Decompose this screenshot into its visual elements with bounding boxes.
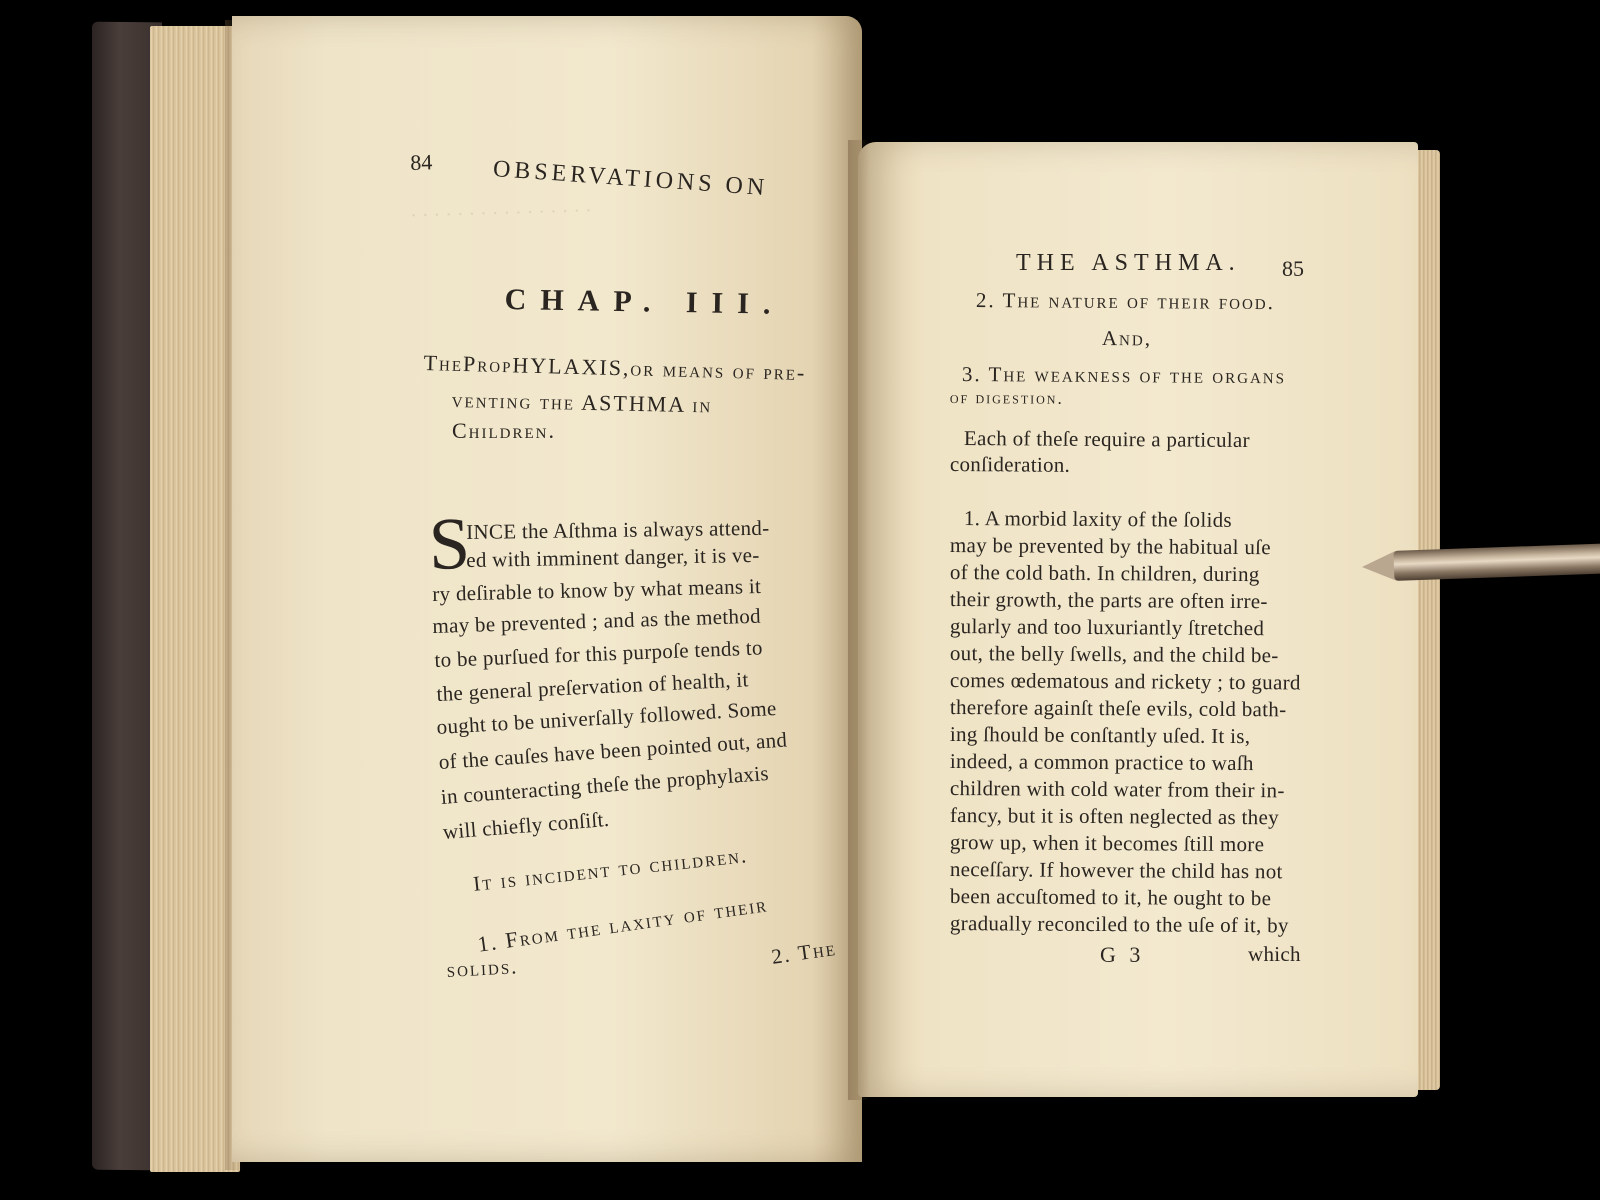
list-item-3-line-2: of digestion. [949,388,1064,408]
drop-cap: S [427,502,472,586]
right-paragraph-line: indeed, a common practice to waſh [949,749,1254,776]
right-paragraph-line: neceſſary. If however the child has not [949,857,1283,884]
right-paragraph-line: grow up, when it becomes ſtill more [949,830,1265,857]
each-line-2: conſideration. [949,452,1071,477]
left-running-head: OBSERVATIONS ON [492,156,770,202]
right-paragraph-line: may be prevented by the habitual uſe [949,533,1272,560]
and-line: And, [1101,326,1153,351]
right-paragraph-line: ing ſhould be conſtantly uſed. It is, [949,722,1251,749]
left-paragraph-line: the general preſervation of health, it [436,667,750,706]
right-paragraph-line: fancy, but it is often neglected as they [949,803,1280,830]
catchword: which [1248,942,1301,966]
list-item-3-line-1: 3. The weakness of the organs [961,362,1287,389]
left-paragraph-line: ed with imminent danger, it is ve- [466,542,760,572]
left-paragraph-line: may be prevented ; and as the method [432,603,762,638]
right-paragraph-line: their growth, the parts are often irre- [949,587,1268,614]
chapter-title-line-3: Children. [452,418,556,443]
right-paragraph-line: gradually reconciled to the uſe of it, by [949,911,1289,938]
book-gutter [848,140,870,1100]
right-page-number: 85 [1282,256,1304,281]
right-paragraph-line: been accuſtomed to it, he ought to be [949,884,1272,911]
left-paragraph-line: will chiefly conſiſt. [442,806,611,844]
right-running-head: THE ASTHMA. [1016,250,1241,276]
chapter-title-line-1: ThePropHYLAXIS,or means of pre- [423,350,807,386]
list-line-2-left: solids. [446,954,519,982]
right-paragraph-line: children with cold water from their in- [949,776,1285,803]
incident-heading: It is incident to children. [472,843,750,896]
list-item-2: 2. The nature of their food. [975,288,1276,315]
chapter-title-line-2: venting the ASTHMA in [451,387,713,418]
list-line-1: 1. From the laxity of their [476,891,770,957]
signature-mark: G 3 [1100,942,1145,967]
left-paragraph-line: ry deſirable to know by what means it [432,573,762,606]
each-line-1: Each of theſe require a particular [963,426,1250,452]
stylus-pointer-icon [1361,539,1600,588]
right-paragraph-line: of the cold bath. In children, during [949,560,1260,587]
list-line-2-right: 2. The [770,935,839,969]
left-paragraph-line: INCE the Aſthma is always attend- [466,515,770,544]
book-photo: · · · · · · · · · · · · · · · · 84 OBSERVATIONS ON CHAP. III. ThePropHYLAXIS,or means of pre- venting the ASTHMA in Children. S INCE the Aſthma is always attend- ed with imminent danger, it is ve- ry deſirable to know by what means it may be prevented ; and as the method to be purſued for this purpoſe tends to the general preſervation of health, it ought to be univerſally followed. Some of the cauſes have been pointed out, and in counteracting theſe the prophylaxis will chiefly conſiſt. It is incident to children. 1. From the laxity of their solids. 2. The THE ASTHMA. 85 2. The nature of their food. And, 3. The weakness of the organs of digestion. Each of theſe require a particular conſideration. 1. A morbid laxity of the ſolids may be prevented by the habitual uſe of the cold bath. In children, during their growth, the parts are often irre- gularly and too luxuriantly ſtretched out, the belly ſwells, and the child be- comes œdematous and rickety ; to guard therefore againſt theſe evils, cold bath- ing ſhould be conſtantly uſed. It is, indeed, a common practice to waſh children with cold water from their in- fancy, but it is often neglected as they grow up, when it becomes ſtill more neceſſary. If however the child has not been accuſtomed to it, he ought to be gradually reconciled to the uſe of it, by G 3 which [0,0,1600,1200]
right-paragraph-line: 1. A morbid laxity of the ſolids [963,506,1233,532]
left-paragraph-line: in counteracting theſe the prophylaxis [440,760,770,809]
right-paragraph-line: comes œdematous and rickety ; to guard [949,668,1301,695]
left-paragraph-line: ought to be univerſally followed. Some [436,696,778,739]
left-paragraph-line: of the cauſes have been pointed out, and [438,727,788,774]
right-paragraph-line: gularly and too luxuriantly ſtretched [949,614,1265,641]
chapter-heading: CHAP. III. [504,283,785,321]
right-paragraph-line: out, the belly ſwells, and the child be- [949,641,1279,668]
left-page-number: 84 [410,149,433,175]
right-paragraph-line: therefore againſt theſe evils, cold bath- [949,695,1287,722]
left-paragraph-line: to be purſued for this purpoſe tends to [434,635,764,672]
